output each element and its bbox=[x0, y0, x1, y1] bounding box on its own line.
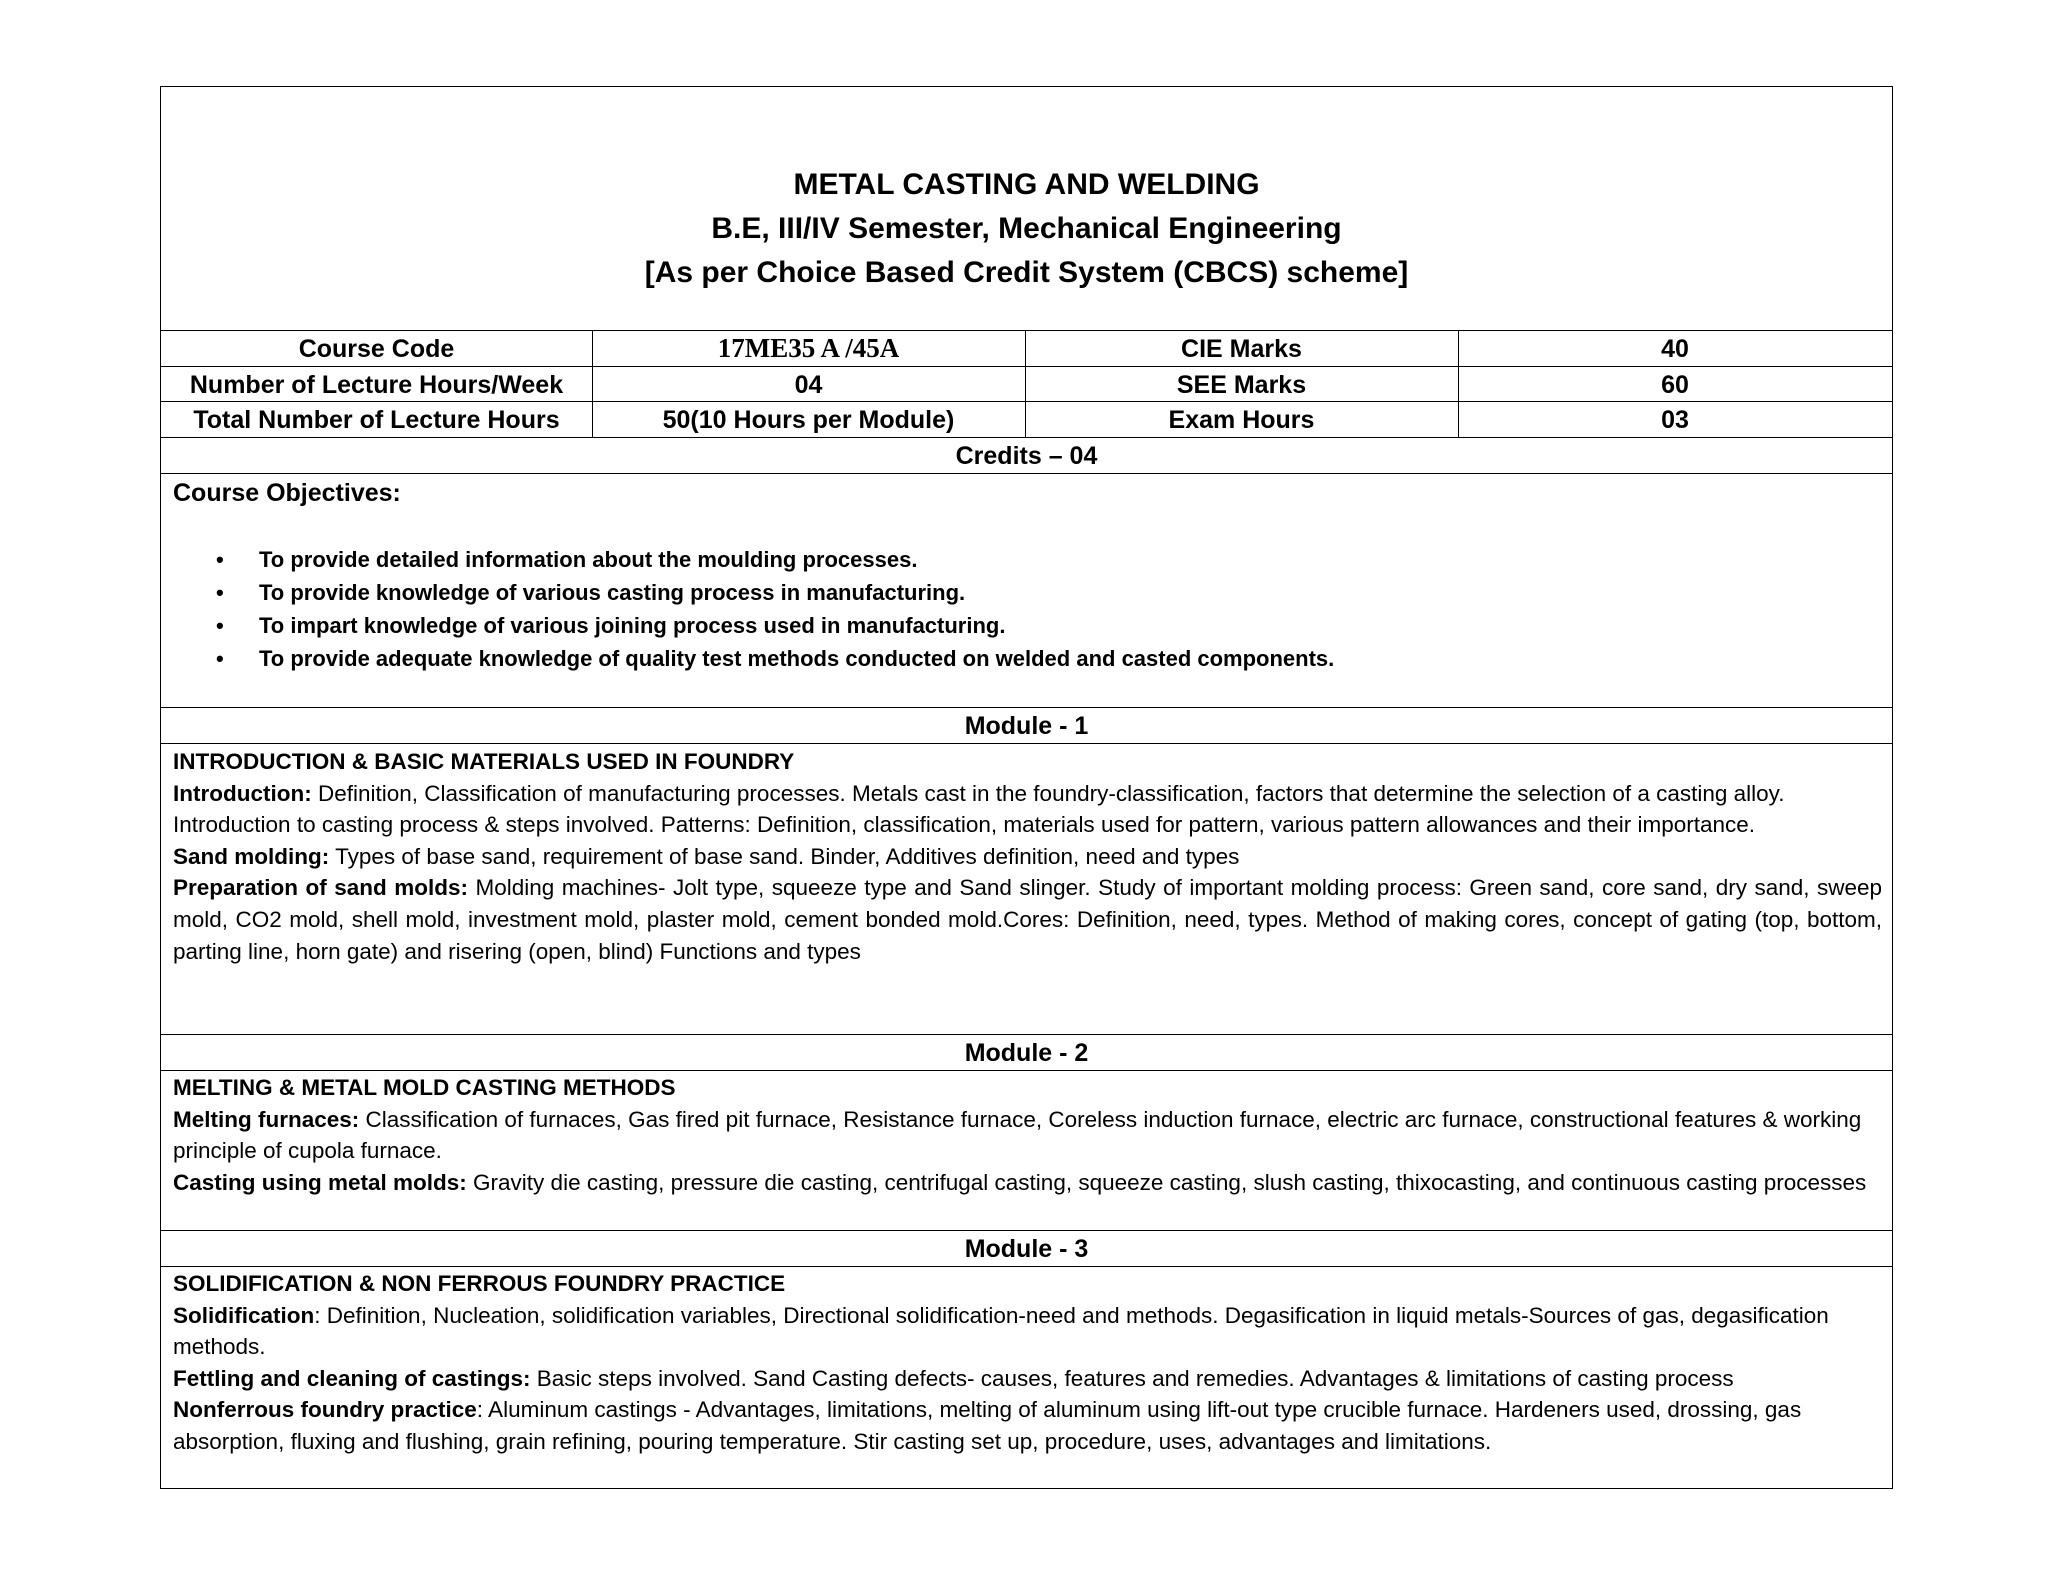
rule bbox=[161, 1230, 1892, 1231]
module-3-heading: SOLIDIFICATION & NON FERROUS FOUNDRY PRACTICE bbox=[173, 1271, 786, 1296]
objective-item: • To provide knowledge of various casting process in manufacturing. bbox=[161, 576, 1334, 609]
credits: Credits – 04 bbox=[955, 442, 1098, 470]
module-1-body bbox=[173, 746, 1882, 967]
objective-item: • To provide detailed information about the moulding processes. bbox=[161, 543, 1334, 576]
cell-total-hours-value: 50(10 Hours per Module) bbox=[662, 406, 955, 434]
course-title: METAL CASTING AND WELDING bbox=[793, 168, 1260, 201]
cell-total-hours-label: Total Number of Lecture Hours bbox=[193, 406, 560, 434]
rule bbox=[161, 437, 1892, 438]
cell-course-code-value: 17ME35 A /45A bbox=[717, 333, 900, 363]
objectives-list bbox=[161, 543, 1334, 675]
module-1-intro: Introduction: Definition, Classification of manufacturing processes. Metals cast in the foundry-classification, factors that determine the selection of a casting alloy. bbox=[173, 780, 1785, 806]
rule bbox=[161, 330, 1892, 331]
rule bbox=[161, 1266, 1892, 1267]
module-2-body bbox=[173, 1072, 1882, 1198]
rule bbox=[161, 1070, 1892, 1071]
cell-see-label: SEE Marks bbox=[1176, 371, 1307, 399]
module-1-sand-molding: Sand molding: Types of base sand, requirement of base sand. Binder, Additives definition, need and types bbox=[173, 843, 1240, 869]
module-1-sand-molds: Preparation of sand molds: Molding machines- Jolt type, squeeze type and Sand slinger. Study of important molding process: Green sand, core sand, dry sand, sweep mold, CO2 mold, shell mold, investment mold, plaster mold, cement bonded mold.Cores: Definition, need, types. Method of making cores, concept of gating (top, bottom, parting line, horn gate) and risering (open, blind) Functions and types bbox=[173, 875, 1883, 964]
module-3-label: Module - 3 bbox=[964, 1235, 1089, 1263]
course-subtitle: B.E, III/IV Semester, Mechanical Engineering bbox=[711, 212, 1342, 245]
cell-exam-hours-label: Exam Hours bbox=[1168, 406, 1315, 434]
cell-hours-week-label: Number of Lecture Hours/Week bbox=[189, 371, 564, 399]
bullet-icon: • bbox=[216, 580, 224, 605]
objectives-title: Course Objectives: bbox=[173, 479, 401, 507]
cell-exam-hours-value: 03 bbox=[1661, 406, 1689, 434]
rule bbox=[161, 473, 1892, 474]
objective-item: • To impart knowledge of various joining process used in manufacturing. bbox=[161, 609, 1334, 642]
module-2-label: Module - 2 bbox=[964, 1039, 1089, 1067]
cell-cie-value: 40 bbox=[1661, 335, 1689, 363]
module-2-metal-molds: Casting using metal molds: Gravity die casting, pressure die casting, centrifugal casting, squeeze casting, slush casting, thixocasting, and continuous casting processes bbox=[173, 1169, 1867, 1195]
module-1-casting-process: Introduction to casting process & steps involved. Patterns: Definition, classification, materials used for pattern, various pattern allowances and their importance. bbox=[173, 812, 1756, 838]
rule bbox=[161, 707, 1892, 708]
module-3-solidification: Solidification: Definition, Nucleation, solidification variables, Directional solidification-need and methods. Degasification in liquid metals-Sources of gas, degasification methods. bbox=[173, 1302, 1829, 1360]
cell-hours-week-value: 04 bbox=[794, 371, 823, 399]
module-1-label: Module - 1 bbox=[964, 712, 1089, 740]
cell-see-value: 60 bbox=[1661, 371, 1689, 399]
rule bbox=[161, 1034, 1892, 1035]
module-2-heading: MELTING & METAL MOLD CASTING METHODS bbox=[173, 1075, 676, 1100]
module-3-nonferrous: Nonferrous foundry practice: Aluminum castings - Advantages, limitations, melting of aluminum using lift-out type crucible furnace. Hardeners used, drossing, gas absorption, fluxing and flushing, grain refining, pouring temperature. Stir casting set up, procedure, uses, advantages and limitations. bbox=[173, 1397, 1802, 1454]
rule bbox=[161, 743, 1892, 744]
module-3-fettling: Fettling and cleaning of castings: Basic steps involved. Sand Casting defects- causes, features and remedies. Advantages & limitations of casting process bbox=[173, 1365, 1734, 1391]
cell-course-code-label: Course Code bbox=[298, 335, 455, 363]
cell-cie-label: CIE Marks bbox=[1181, 335, 1302, 363]
bullet-icon: • bbox=[216, 613, 224, 638]
module-3-body bbox=[173, 1268, 1882, 1458]
course-scheme: [As per Choice Based Credit System (CBCS) scheme] bbox=[644, 256, 1409, 289]
bullet-icon: • bbox=[216, 646, 224, 671]
bullet-icon: • bbox=[216, 547, 224, 572]
module-1-heading: INTRODUCTION & BASIC MATERIALS USED IN FOUNDRY bbox=[173, 749, 795, 774]
title-block bbox=[161, 163, 1892, 295]
module-2-melting: Melting furnaces: Classification of furnaces, Gas fired pit furnace, Resistance furnace, Coreless induction furnace, electric arc furnace, constructional features & working principle of cupola furnace. bbox=[173, 1106, 1862, 1164]
objective-item: • To provide adequate knowledge of quality test methods conducted on welded and casted components. bbox=[161, 642, 1334, 675]
rule bbox=[161, 366, 1892, 367]
syllabus-frame bbox=[160, 86, 1893, 1489]
